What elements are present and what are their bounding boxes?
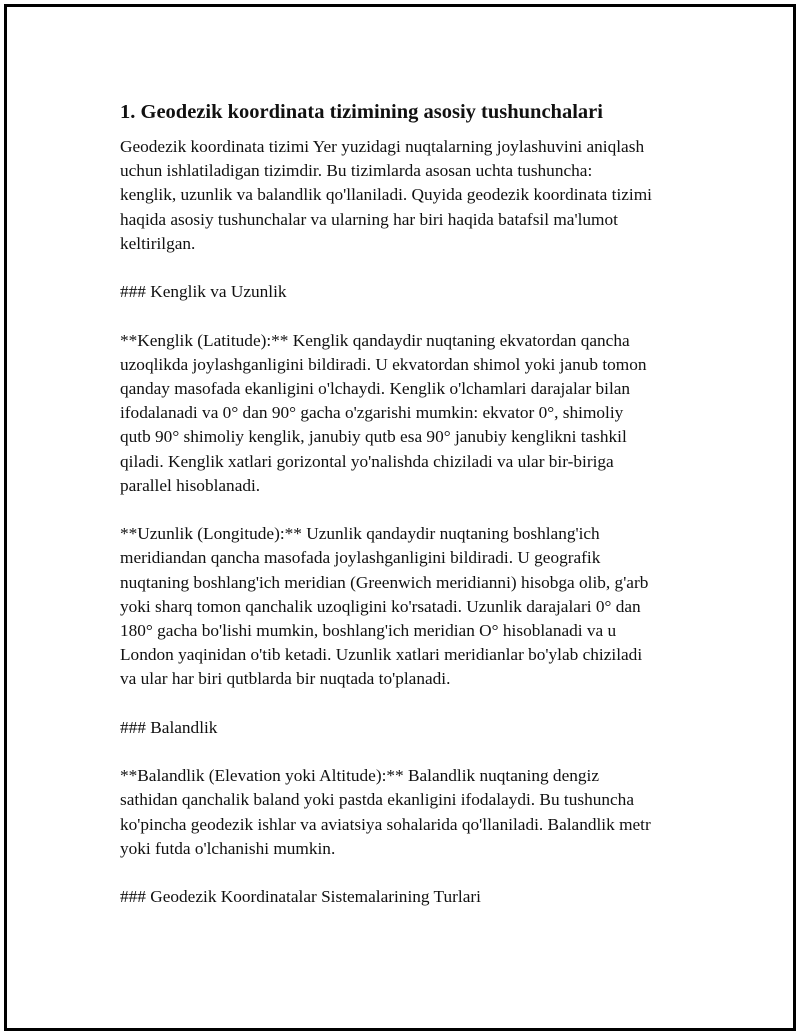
text-line: yoki futda o'lchanishi mumkin.: [120, 838, 336, 858]
text-line: ko'pincha geodezik ishlar va aviatsiya sohalarida qo'llaniladi. Balandlik metr: [120, 814, 651, 834]
text-line: 180° gacha bo'lishi mumkin, boshlang'ich meridian O° hisoblanadi va u: [120, 621, 617, 641]
paragraph-intro: [120, 135, 700, 256]
text-line: **Uzunlik (Longitude):** Uzunlik qandaydir nuqtaning boshlang'ich: [120, 524, 600, 544]
paragraph-uzunlik: [120, 522, 700, 691]
text-line: **Balandlik (Elevation yoki Altitude):** Balandlik nuqtaning dengiz: [120, 766, 599, 786]
heading-koordinatalar-turlari: [120, 885, 700, 909]
text-line: keltirilgan.: [120, 233, 196, 253]
text-line: ### Balandlik: [120, 717, 218, 737]
paragraph-kenglik: [120, 329, 700, 498]
text-line: London yaqinidan o'tib ketadi. Uzunlik xatlari meridianlar bo'ylab chiziladi: [120, 645, 643, 665]
text-line: ifodalanadi va 0° dan 90° gacha o'zgarishi mumkin: ekvator 0°, shimoliy: [120, 403, 624, 423]
text-line: uzoqlikda joylashganligini bildiradi. U ekvatordan shimol yoki janub tomon: [120, 354, 647, 374]
text-line: qiladi. Kenglik xatlari gorizontal yo'nalishda chiziladi va ular bir-biriga: [120, 451, 614, 471]
text-line: parallel hisoblanadi.: [120, 475, 261, 495]
text-line: qutb 90° shimoliy kenglik, janubiy qutb esa 90° janubiy kenglikni tashkil: [120, 427, 627, 447]
text-line: nuqtaning boshlang'ich meridian (Greenwich meridianni) hisobga olib, g'arb: [120, 572, 649, 592]
text-line: sathidan qanchalik baland yoki pastda ekanligini ifodalaydi. Bu tushuncha: [120, 790, 634, 810]
text-line: va ular har biri qutblarda bir nuqtada to'planadi.: [120, 669, 451, 689]
text-line: yoki sharq tomon qanchalik uzoqligini ko'rsatadi. Uzunlik darajalari 0° dan: [120, 596, 641, 616]
text-line: **Kenglik (Latitude):** Kenglik qandaydir nuqtaning ekvatordan qancha: [120, 330, 630, 350]
text-line: qanday masofada ekanligini o'lchaydi. Kenglik o'lchamlari darajalar bilan: [120, 379, 631, 398]
text-line: ### Geodezik Koordinatalar Sistemalarining Turlari: [120, 887, 481, 907]
text-line: ### Kenglik va Uzunlik: [120, 282, 287, 302]
heading-kenglik-uzunlik: [120, 280, 700, 304]
paragraph-balandlik: [120, 764, 700, 861]
text-line: Geodezik koordinata tizimi Yer yuzidagi nuqtalarning joylashuvini aniqlash: [120, 137, 645, 156]
heading-balandlik: [120, 716, 700, 740]
page-frame: [4, 4, 796, 1031]
document-body: [120, 99, 700, 934]
text-line: uchun ishlatiladigan tizimdir. Bu tizimlarda asosan uchta tushuncha:: [120, 161, 593, 181]
text-line: kenglik, uzunlik va balandlik qo'llaniladi. Quyida geodezik koordinata tizimi: [120, 185, 652, 205]
document-title: 1. Geodezik koordinata tizimining asosiy tushunchalari: [120, 101, 603, 123]
text-line: meridiandan qancha masofada joylashganligini bildiradi. U geografik: [120, 548, 601, 568]
text-line: haqida asosiy tushunchalar va ularning har biri haqida batafsil ma'lumot: [120, 209, 618, 229]
